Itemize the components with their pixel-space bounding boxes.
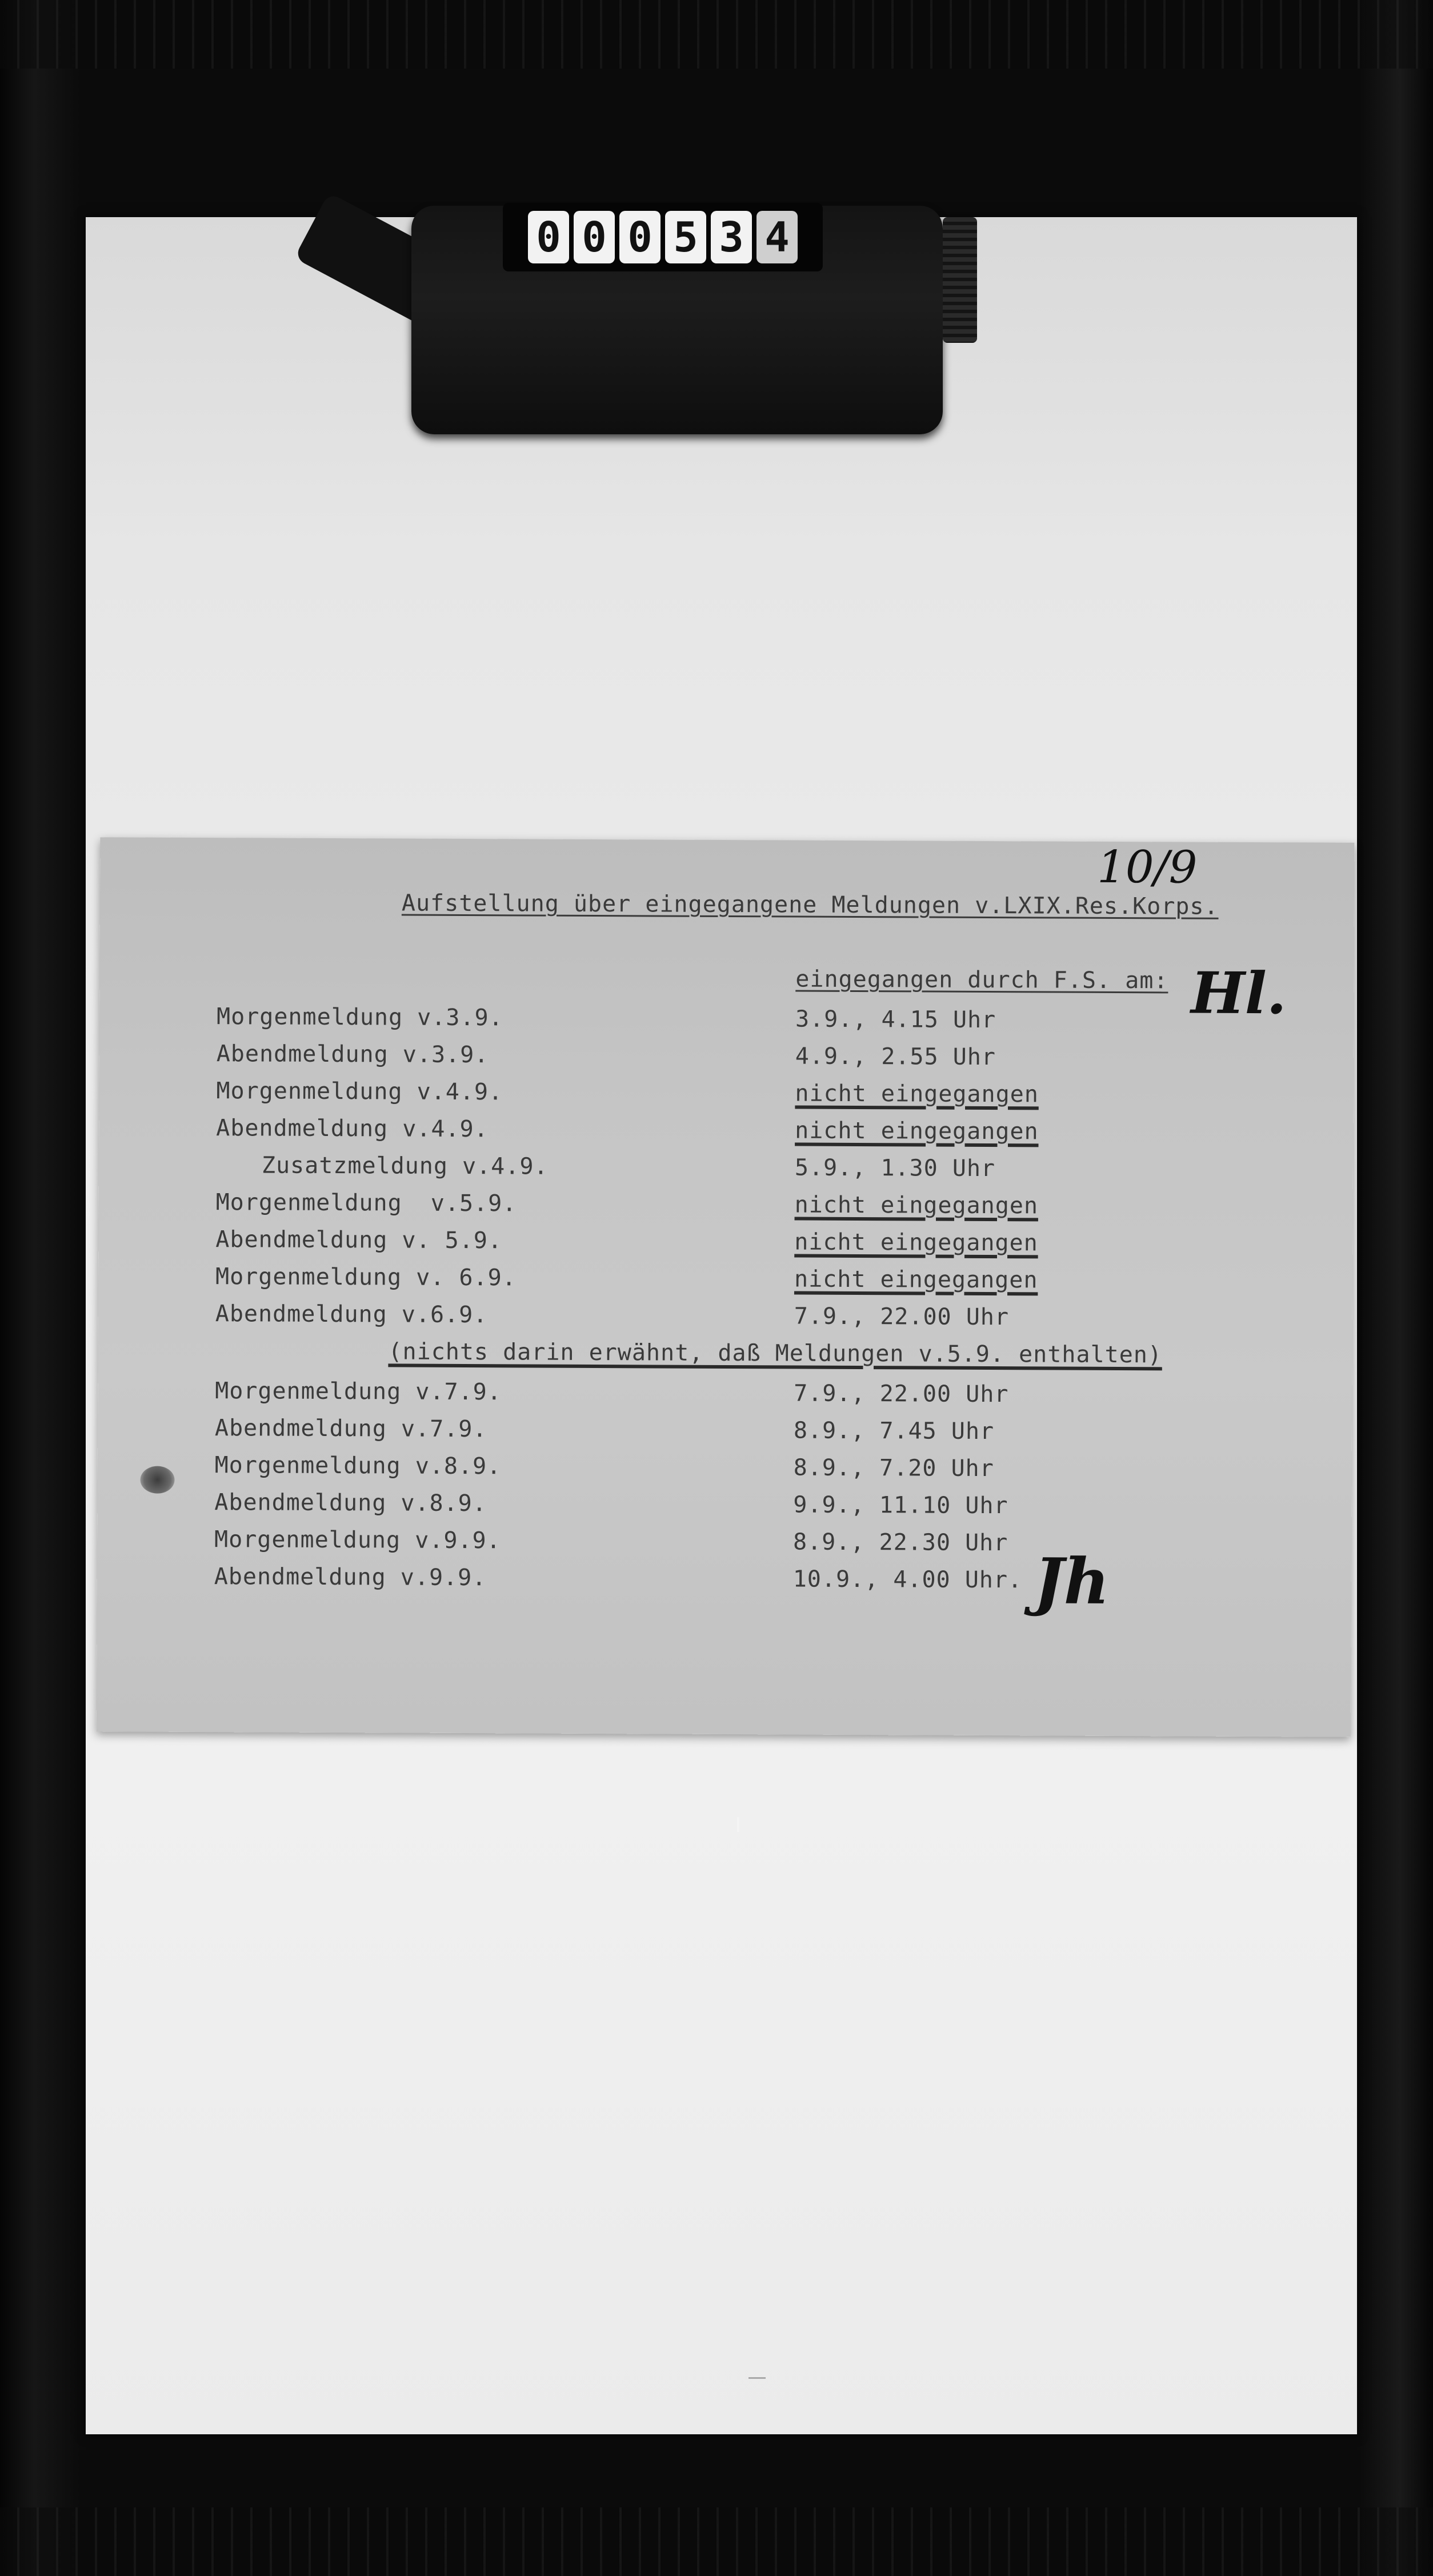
received-value: 8.9., 7.20 Uhr bbox=[793, 1454, 994, 1482]
report-label: Morgenmeldung v.4.9. bbox=[216, 1078, 503, 1106]
received-missing: nicht eingegangen bbox=[795, 1080, 1039, 1108]
punch-hole bbox=[140, 1466, 174, 1494]
received-value: 3.9., 4.15 Uhr bbox=[795, 1006, 996, 1034]
report-label: Morgenmeldung v. 6.9. bbox=[215, 1263, 517, 1291]
report-label: Abendmeldung v.7.9. bbox=[214, 1415, 487, 1443]
received-missing: nicht eingegangen bbox=[794, 1191, 1039, 1219]
report-label: Morgenmeldung v.5.9. bbox=[215, 1189, 517, 1217]
received-value: 5.9., 1.30 Uhr bbox=[794, 1154, 996, 1182]
counter-digit: 0 bbox=[528, 211, 569, 263]
frame-counter bbox=[411, 171, 943, 440]
counter-digit: 5 bbox=[665, 211, 706, 263]
received-value: 10.9., 4.00 Uhr. bbox=[792, 1566, 1023, 1594]
report-label: Abendmeldung v.8.9. bbox=[214, 1489, 487, 1517]
initials-signature: Hl. bbox=[1190, 959, 1287, 1027]
report-label: Abendmeldung v.3.9. bbox=[216, 1041, 489, 1069]
report-label: Morgenmeldung v.8.9. bbox=[214, 1452, 502, 1480]
film-edge-top bbox=[0, 0, 1433, 69]
report-label: Abendmeldung v. 5.9. bbox=[215, 1226, 503, 1254]
counter-digit: 3 bbox=[711, 211, 752, 263]
received-value: 7.9., 22.00 Uhr bbox=[794, 1380, 1009, 1408]
received-value: 8.9., 7.45 Uhr bbox=[793, 1417, 995, 1445]
report-label: Abendmeldung v.4.9. bbox=[216, 1115, 489, 1143]
counter-digit: 0 bbox=[574, 211, 615, 263]
initials-signature: Jh bbox=[1034, 1544, 1110, 1618]
page-mark: 10/9 bbox=[1097, 841, 1198, 894]
received-missing: nicht eingegangen bbox=[795, 1117, 1039, 1145]
note-line: (nichts darin erwähnt, daß Meldungen v.5.9. enthalten) bbox=[388, 1338, 1163, 1369]
column-header: eingegangen durch F.S. am: bbox=[795, 966, 1168, 994]
received-missing: nicht eingegangen bbox=[794, 1229, 1038, 1257]
report-label: Morgenmeldung v.9.9. bbox=[214, 1526, 501, 1554]
counter-knob bbox=[943, 217, 977, 343]
report-label: Abendmeldung v.9.9. bbox=[214, 1563, 487, 1591]
document-sheet bbox=[97, 837, 1355, 1737]
counter-digit: 4 bbox=[756, 211, 798, 263]
report-label: Abendmeldung v.6.9. bbox=[215, 1301, 488, 1329]
film-edge-bottom bbox=[0, 2507, 1433, 2576]
dust-mark bbox=[737, 1817, 739, 1832]
counter-digit: 0 bbox=[619, 211, 661, 263]
counter-window bbox=[503, 203, 823, 271]
report-label: Morgenmeldung v.7.9. bbox=[215, 1378, 502, 1406]
dust-mark bbox=[748, 2377, 766, 2379]
received-value: 7.9., 22.00 Uhr bbox=[794, 1303, 1010, 1331]
received-value: 9.9., 11.10 Uhr bbox=[793, 1491, 1008, 1519]
received-value: 8.9., 22.30 Uhr bbox=[792, 1529, 1008, 1557]
report-label: Zusatzmeldung v.4.9. bbox=[261, 1152, 549, 1180]
report-label: Morgenmeldung v.3.9. bbox=[216, 1003, 503, 1031]
received-value: 4.9., 2.55 Uhr bbox=[795, 1043, 996, 1071]
received-missing: nicht eingegangen bbox=[794, 1266, 1038, 1294]
document-title: Aufstellung über eingegangene Meldungen v.LXIX.Res.Korps. bbox=[401, 890, 1219, 920]
